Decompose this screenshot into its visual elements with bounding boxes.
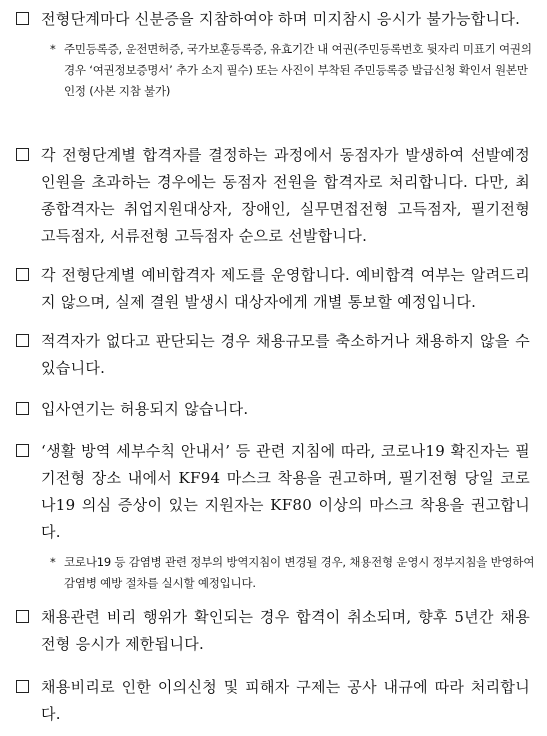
asterisk-mark: * bbox=[50, 555, 56, 569]
checkbox-icon bbox=[16, 402, 29, 415]
list-item bbox=[8, 604, 530, 658]
list-item bbox=[8, 674, 530, 728]
checkbox-icon bbox=[16, 610, 29, 623]
list-item bbox=[8, 262, 530, 316]
footnote-text: 코로나19 등 감염병 관련 정부의 방역지침이 변경될 경우, 채용전형 운영시 정부지침을 반영하여 감염병 예방 절차를 실시할 예정입니다. bbox=[64, 555, 535, 590]
item-text: 전형단계마다 신분증을 지참하여야 하며 미지참시 응시가 불가능합니다. bbox=[41, 10, 521, 28]
footnote bbox=[50, 552, 536, 594]
item-text: 입사연기는 허용되지 않습니다. bbox=[41, 400, 249, 418]
item-text: 채용관련 비리 행위가 확인되는 경우 합격이 취소되며, 향후 5년간 채용 전형 응시가 제한됩니다. bbox=[41, 608, 530, 653]
item-text: 적격자가 없다고 판단되는 경우 채용규모를 축소하거나 채용하지 않을 수 있습니다. bbox=[41, 332, 530, 377]
checkbox-icon bbox=[16, 268, 29, 281]
item-text: ‘생활 방역 세부수칙 안내서’ 등 관련 지침에 따라, 코로나19 확진자는 필기전형 장소 내에서 KF94 마스크 착용을 권고하며, 필기전형 당일 코로나19 의심 증상이 있는 지원자는 KF80 이상의 마스크 착용을 권고합니다. bbox=[41, 442, 530, 541]
list-item bbox=[8, 328, 530, 382]
footnote bbox=[50, 39, 536, 102]
checkbox-icon bbox=[16, 444, 29, 457]
list-item bbox=[8, 6, 530, 102]
checkbox-icon bbox=[16, 334, 29, 347]
checkbox-icon bbox=[16, 148, 29, 161]
item-text: 각 전형단계별 예비합격자 제도를 운영합니다. 예비합격 여부는 알려드리지 않으며, 실제 결원 발생시 대상자에게 개별 통보할 예정입니다. bbox=[41, 266, 530, 311]
checkbox-icon bbox=[16, 680, 29, 693]
list-item bbox=[8, 396, 530, 423]
asterisk-mark: * bbox=[50, 42, 56, 56]
item-text: 채용비리로 인한 이의신청 및 피해자 구제는 공사 내규에 따라 처리합니다. bbox=[41, 678, 530, 723]
list-item bbox=[8, 438, 535, 594]
footnote-text: 주민등록증, 운전면허증, 국가보훈등록증, 유효기간 내 여권(주민등록번호 뒷자리 미표기 여권의 경우 ‘여권정보증명서’ 추가 소지 필수) 또는 사진이 부착된 주민등록증 발급신청 확인서 원본만 인정 (사본 지참 불가) bbox=[64, 42, 532, 98]
checkbox-icon bbox=[16, 12, 29, 25]
list-item bbox=[8, 142, 530, 250]
item-text: 각 전형단계별 합격자를 결정하는 과정에서 동점자가 발생하여 선발예정인원을 초과하는 경우에는 동점자 전원을 합격자로 처리합니다. 다만, 최종합격자는 취업지원대상자, 장애인, 실무면접전형 고득점자, 필기전형 고득점자, 서류전형 고득점자 순으로 선발합니다. bbox=[41, 146, 530, 245]
